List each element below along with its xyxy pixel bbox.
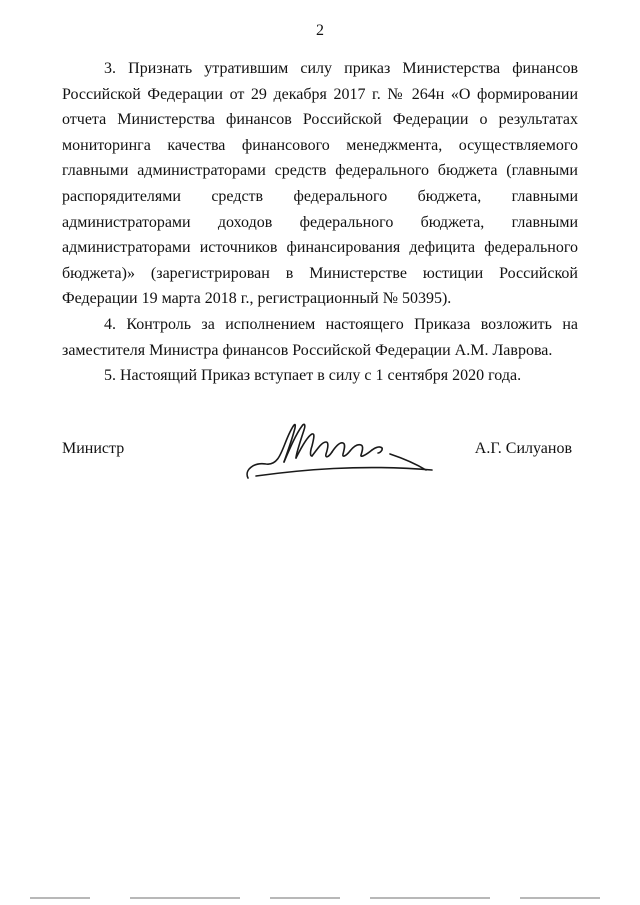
paragraph-3: 3. Признать утратившим силу приказ Министерства финансов Российской Федерации от 29 декабря 2017 г. № 264н «О формировании отчета Министерства финансов Российской Федерации о результатах мониторинга качества финансового менеджмента, осуществляемого главными администраторами средств федерального бюджета (главными распорядителями средств федерального бюджета, главными администраторами доходов федерального бюджета, главными администраторами источников финансирования дефицита федерального бюджета)» (зарегистрирован в Министерстве юстиции Российской Федерации 19 марта 2018 г., регистрационный № 50395). [62,60,578,308]
document-body [62,56,578,389]
scan-mark [270,897,340,899]
signatory-name: А.Г. Силуанов [474,440,572,457]
scan-mark [370,897,490,899]
paragraph-5: 5. Настоящий Приказ вступает в силу с 1 сентября 2020 года. [104,367,522,385]
handwritten-signature [240,418,440,488]
scan-mark [30,897,90,899]
signature-block [62,418,578,498]
signatory-role: Министр [62,440,125,457]
scan-edge-artifact [0,897,640,900]
scan-mark [520,897,600,899]
scan-mark [130,897,240,899]
paragraph-4: 4. Контроль за исполнением настоящего Приказа возложить на заместителя Министра финансов Российской Федерации А.М. Лаврова. [62,315,578,359]
page-number: 2 [316,22,324,39]
